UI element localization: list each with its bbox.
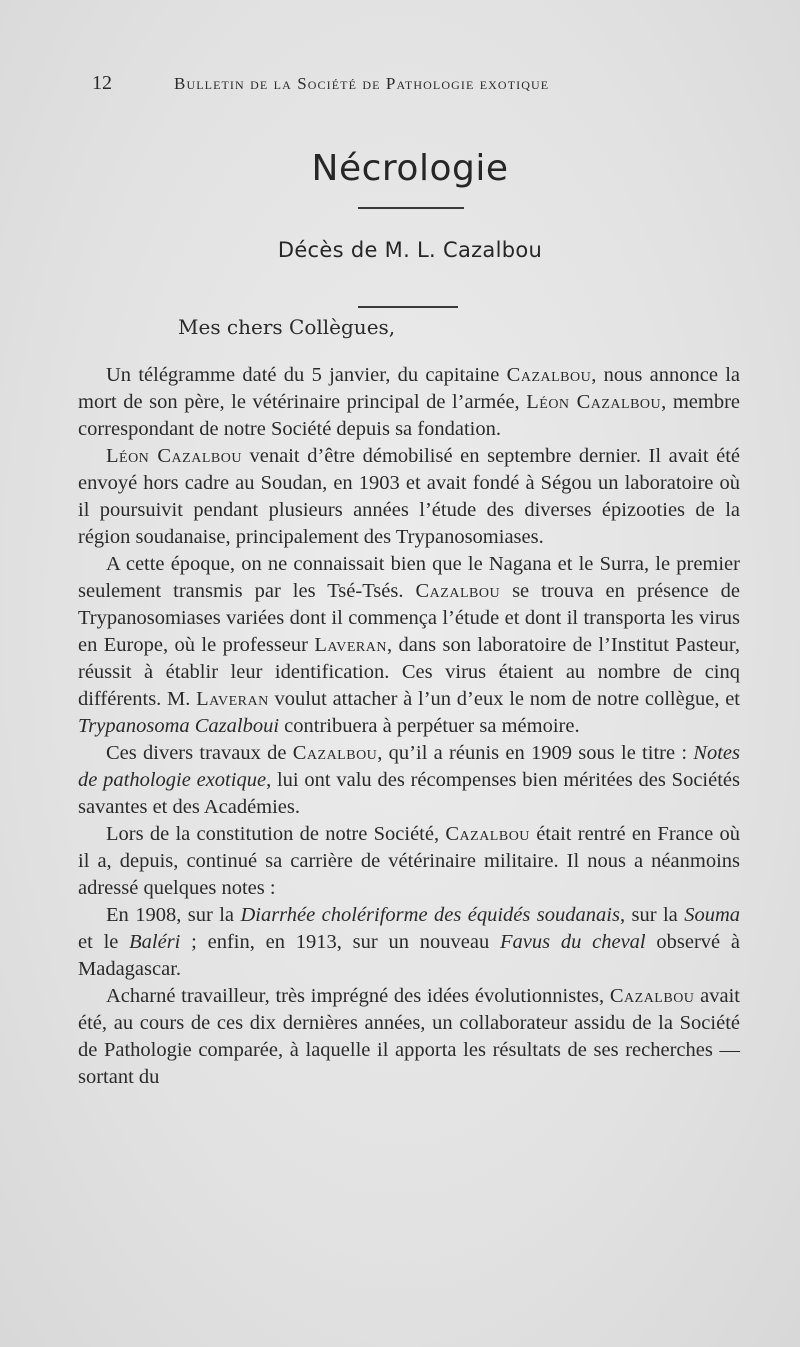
- text-run: En 1908, sur la: [106, 904, 241, 926]
- body-text: [78, 362, 740, 1091]
- text-run: , nous annonce la mort de son père, le vétérinaire principal de l’armée,: [78, 364, 741, 413]
- text-run: Un télégramme daté du 5 janvier, du capitaine: [106, 364, 507, 386]
- name-smallcaps: Laveran: [196, 688, 269, 710]
- name-smallcaps: Cazalbou: [445, 823, 530, 845]
- name-smallcaps: Léon Cazalbou: [526, 391, 662, 413]
- page-number: 12: [92, 72, 112, 94]
- text-run: , qu’il a réunis en 1909 sous le titre :: [377, 742, 694, 764]
- running-head: [92, 72, 732, 98]
- name-smallcaps: Léon Cazalbou: [106, 445, 242, 467]
- paragraph: [78, 983, 740, 1091]
- text-run: , membre correspondant de notre Société depuis sa fondation.: [78, 391, 740, 440]
- paragraph: [78, 821, 740, 902]
- book-title-italic: Notes de pathologie exotique: [78, 742, 740, 791]
- text-run: venait d’être démobilisé en septembre dernier. Il avait été envoyé hors cadre au Soudan, en 1903 et avait fondé à Ségou un laboratoire où il poursuivit pendant plusieurs années l’étude des diverses épizooties de la région soudanaise, principalement des Trypanosomiases.: [78, 445, 740, 548]
- text-run: , sur la: [619, 904, 685, 926]
- species-name-italic: Trypanosoma Cazalboui: [78, 715, 280, 737]
- journal-title: Bulletin de la Société de Pathologie exotique: [174, 74, 550, 93]
- text-run: A cette époque, on ne connaissait bien que le Nagana et le Surra, le premier seulement transmis par les Tsé-Tsés.: [78, 553, 740, 602]
- title-divider: [358, 207, 464, 209]
- section-title: Nécrologie: [311, 148, 509, 189]
- text-run: avait été, au cours de ces dix dernières années, un collaborateur assidu de la Société de Pathologie comparée, à laquelle il apporta les résultats de ses recherches — sortant du: [78, 985, 740, 1088]
- paragraph: [78, 740, 740, 821]
- name-smallcaps: Cazalbou: [506, 364, 592, 386]
- text-run: observé à Madagascar.: [78, 931, 741, 980]
- text-run: , lui ont valu des récompenses bien méritées des Sociétés savantes et des Académies.: [78, 769, 740, 818]
- text-run: Acharné travailleur, très imprégné des idées évolutionnistes,: [106, 985, 610, 1007]
- paragraph: [78, 362, 740, 443]
- text-run: voulut attacher à l’un d’eux le nom de notre collègue, et: [268, 688, 740, 710]
- salutation: Mes chers Collègues,: [178, 315, 396, 339]
- paragraph: [78, 902, 740, 983]
- text-run: contribuera à perpétuer sa mémoire.: [279, 715, 580, 737]
- text-run: était rentré en France où il a, depuis, continué sa carrière de vétérinaire militaire. Il nous a néanmoins adressé quelques notes :: [78, 823, 740, 899]
- obituary-subtitle: Décès de M. L. Cazalbou: [277, 238, 543, 262]
- text-run: , dans son laboratoire de l’Institut Pasteur, réussit à établir leur identification. Ces virus étaient au nombre de cinq différents. M.: [78, 634, 741, 710]
- text-run: se trouva en présence de Trypanosomiases variées dont il commença l’étude et dont il transporta les virus en Europe, où le professeur: [78, 580, 740, 656]
- text-run: Lors de la constitution de notre Société,: [106, 823, 446, 845]
- name-smallcaps: Cazalbou: [292, 742, 378, 764]
- text-run: ; enfin, en 1913, sur un nouveau: [180, 931, 500, 953]
- name-smallcaps: Cazalbou: [609, 985, 695, 1007]
- name-smallcaps: Cazalbou: [415, 580, 501, 602]
- text-run: et le: [78, 931, 130, 953]
- note-title-italic: Baléri: [129, 931, 181, 953]
- text-run: Ces divers travaux de: [106, 742, 293, 764]
- note-title-italic: Souma: [684, 904, 740, 926]
- subtitle-divider: [358, 306, 458, 308]
- paragraph: [78, 443, 740, 551]
- paragraph: [78, 551, 740, 740]
- note-title-italic: Favus du cheval: [499, 931, 646, 953]
- name-smallcaps: Laveran: [314, 634, 387, 656]
- note-title-italic: Diarrhée cholériforme des équidés soudanais: [240, 904, 620, 926]
